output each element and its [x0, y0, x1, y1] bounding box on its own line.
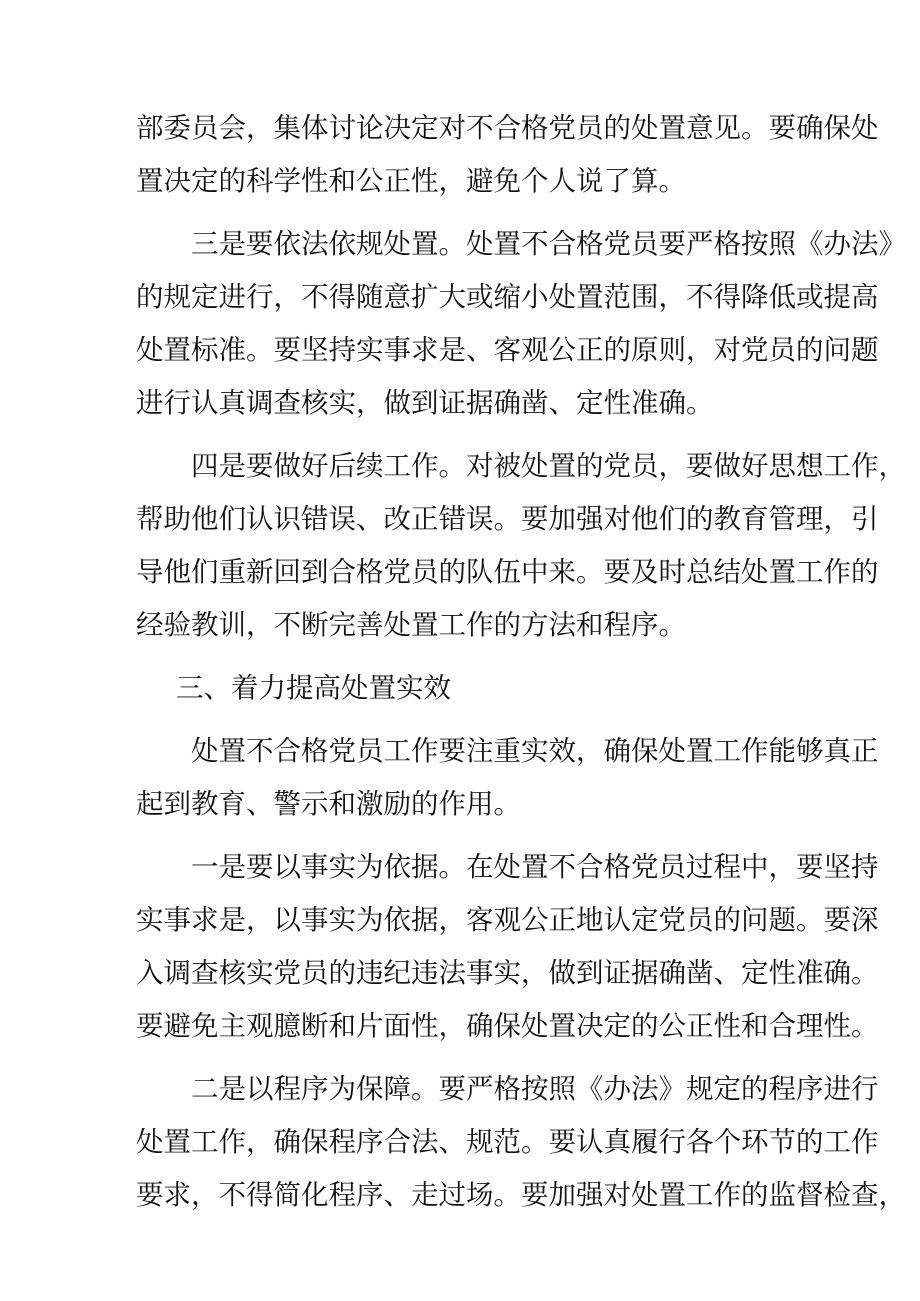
- text-line: 帮助他们认识错误、改正错误。要加强对他们的教育管理，引: [136, 503, 879, 535]
- text-line: 三是要依法依规处置。处置不合格党员要严格按照《办法》: [191, 228, 906, 260]
- paragraph-fourth-point: [136, 440, 906, 652]
- text-line: 要求，不得简化程序、走过场。要加强对处置工作的监督检查，: [136, 1179, 906, 1211]
- text-line: 处置工作，确保程序合法、规范。要认真履行各个环节的工作: [136, 1126, 879, 1158]
- text-line: 入调查核实党员的违纪违法事实，做到证据确凿、定性准确。: [136, 957, 879, 989]
- paragraph-first-point: [136, 841, 879, 1053]
- text-line: 二是以程序为保障。要严格按照《办法》规定的程序进行: [191, 1073, 879, 1105]
- paragraph-continuation: [136, 102, 879, 208]
- text-line: 进行认真调查核实，做到证据确凿、定性准确。: [136, 387, 714, 419]
- text-line: 一是要以事实为依据。在处置不合格党员过程中，要坚持: [191, 851, 879, 883]
- paragraph-section-intro: [136, 725, 879, 831]
- section-heading: [136, 662, 796, 715]
- text-line: 经验教训，不断完善处置工作的方法和程序。: [136, 609, 686, 641]
- text-line: 四是要做好后续工作。对被处置的党员，要做好思想工作，: [191, 450, 906, 482]
- text-line: 处置不合格党员工作要注重实效，确保处置工作能够真正: [191, 735, 879, 767]
- text-line: 实事求是，以事实为依据，客观公正地认定党员的问题。要深: [136, 904, 879, 936]
- text-line: 导他们重新回到合格党员的队伍中来。要及时总结处置工作的: [136, 556, 879, 588]
- text-line: 的规定进行，不得随意扩大或缩小处置范围，不得降低或提高: [136, 281, 879, 313]
- paragraph-third-point: [136, 218, 906, 430]
- heading-line: 三、着力提高处置实效: [176, 672, 451, 704]
- text-line: 起到教育、警示和激励的作用。: [136, 788, 521, 820]
- document-body: [136, 102, 906, 1232]
- text-line: 部委员会，集体讨论决定对不合格党员的处置意见。要确保处: [136, 112, 879, 144]
- paragraph-second-point: [136, 1063, 906, 1222]
- text-line: 要避免主观臆断和片面性，确保处置决定的公正性和合理性。: [136, 1010, 879, 1042]
- text-line: 处置标准。要坚持实事求是、客观公正的原则，对党员的问题: [136, 334, 879, 366]
- text-line: 置决定的科学性和公正性，避免个人说了算。: [136, 165, 686, 197]
